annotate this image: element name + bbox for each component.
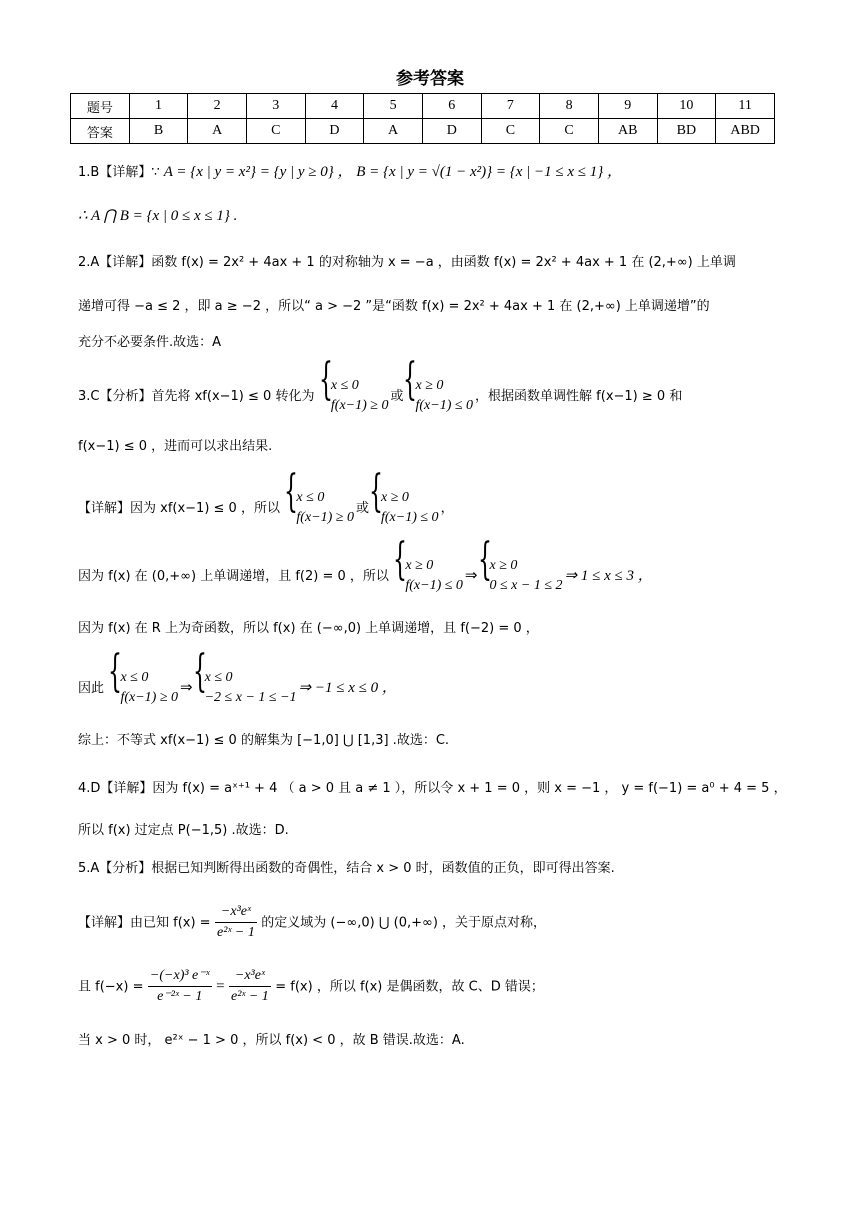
denominator: e⁻²ˣ − 1 xyxy=(157,989,203,1004)
system-brace xyxy=(195,668,297,708)
q5-detail-line-2 xyxy=(78,966,790,1007)
q3-detail-line-2 xyxy=(78,556,790,596)
system-brace xyxy=(321,376,389,416)
answer-table xyxy=(70,93,775,144)
q1-sets: A = {x | y = x²} = {y | y ≥ 0} ， B = {x | y = √(1 − x²)} = {x | −1 ≤ x ≤ 1} ， xyxy=(163,164,622,180)
table-cell: 4 xyxy=(305,94,364,119)
q5-analysis xyxy=(78,858,790,879)
table-cell: AB xyxy=(598,119,657,144)
text: { x ≥ 0 xyxy=(405,558,434,573)
text: { x ≤ 0 xyxy=(120,670,149,685)
text: ，根据函数单调性解 f(x−1) ≥ 0 和 xyxy=(475,389,683,404)
table-cell: A xyxy=(364,119,423,144)
text: ， xyxy=(440,501,454,516)
text: f(x−1) ≥ 0 xyxy=(296,510,354,525)
text: 0 ≤ x − 1 ≤ 2 xyxy=(489,578,563,593)
text: 递增可得 −a ≤ 2 ，即 a ≥ −2 ，所以“ a > −2 ”是“函数 f(x) = 2x² + 4ax + 1 在 (2,+∞) 上单调递增”的 xyxy=(78,299,710,314)
q3-analysis-line-2 xyxy=(78,436,790,457)
text: f(x−1) ≤ 0 xyxy=(381,510,439,525)
text: ⇒ 1 ≤ x ≤ 3 ， xyxy=(564,568,653,584)
text: { x ≤ 0 xyxy=(330,378,359,393)
text: f(x−1) ≤ 0 xyxy=(415,398,474,413)
q2-line-1 xyxy=(78,252,790,273)
denominator: e²ˣ − 1 xyxy=(217,925,255,940)
text: 【详解】因为 xf(x−1) ≤ 0 ，所以 xyxy=(78,501,280,516)
table-cell: 6 xyxy=(422,94,481,119)
q3-conclusion xyxy=(78,730,790,751)
text: 4.D【详解】因为 f(x) = aˣ⁺¹ + 4 （ a > 0 且 a ≠ 1 ），所以令 x + 1 = 0 ，则 x = −1 ， y = f(−1) = a⁰ + 4 = 5 ， xyxy=(78,781,787,796)
text: { x ≤ 0 xyxy=(296,490,325,505)
q5-detail-line-1 xyxy=(78,902,790,943)
text: ⇒ xyxy=(464,568,478,584)
text: 的定义域为 (−∞,0) ⋃ (0,+∞) ，关于原点对称， xyxy=(261,915,547,931)
table-cell: A xyxy=(188,119,247,144)
table-row-numbers xyxy=(71,94,775,119)
text: 【详解】由已知 f(x) = xyxy=(78,915,211,931)
q2-line-3 xyxy=(78,332,790,353)
table-cell: 3 xyxy=(246,94,305,119)
text: 5.A【分析】根据已知判断得出函数的奇偶性，结合 x > 0 时，函数值的正负，即可得出答案. xyxy=(78,861,615,876)
q1-line-2 xyxy=(78,206,790,226)
denominator: e²ˣ − 1 xyxy=(230,989,269,1004)
text: { x ≥ 0 xyxy=(381,490,409,505)
table-cell: C xyxy=(246,119,305,144)
table-cell: 11 xyxy=(716,94,775,119)
text: 所以 f(x) 过定点 P(−1,5) .故选：D. xyxy=(78,823,289,838)
table-cell: 5 xyxy=(364,94,423,119)
text: 因为 f(x) 在 (0,+∞) 上单调递增，且 f(2) = 0 ，所以 xyxy=(78,569,389,584)
text: f(x−1) ≥ 0 xyxy=(330,398,389,413)
text: 或 xyxy=(390,389,404,404)
text: { x ≥ 0 xyxy=(415,378,444,393)
text: 3.C【分析】首先将 xf(x−1) ≤ 0 转化为 xyxy=(78,389,315,404)
text: 综上：不等式 xf(x−1) ≤ 0 的解集为 [−1,0] ⋃ [1,3] .故选：C. xyxy=(78,733,450,748)
table-cell: 9 xyxy=(598,94,657,119)
table-cell: 7 xyxy=(481,94,540,119)
table-cell: D xyxy=(305,119,364,144)
fraction xyxy=(215,902,257,943)
text: 当 x > 0 时， e²ˣ − 1 > 0 ，所以 f(x) < 0 ，故 B 错误.故选：A. xyxy=(78,1033,465,1048)
table-cell: 2 xyxy=(188,94,247,119)
q3-analysis-line xyxy=(78,376,790,416)
table-cell: ABD xyxy=(716,119,775,144)
text: 因为 f(x) 在 R 上为奇函数，所以 f(x) 在 (−∞,0) 上单调递增，且 f(−2) = 0 ， xyxy=(78,621,539,636)
table-cell: 10 xyxy=(657,94,716,119)
row-label: 答案 xyxy=(71,119,130,144)
text: ⇒ −1 ≤ x ≤ 0 ， xyxy=(298,680,397,696)
q3-detail-line-1 xyxy=(78,488,790,528)
fraction xyxy=(148,966,212,1007)
text: 因此 xyxy=(78,681,105,696)
system-brace xyxy=(405,376,473,416)
system-brace xyxy=(395,556,463,596)
numerator: −x³eˣ xyxy=(215,902,257,923)
table-cell: BD xyxy=(657,119,716,144)
table-row-answers xyxy=(71,119,775,144)
q3-detail-line-3 xyxy=(78,618,790,639)
q1-label: 1.B【详解】∵ xyxy=(78,165,164,180)
table-cell: D xyxy=(422,119,481,144)
text: = xyxy=(216,978,225,995)
text: −2 ≤ x − 1 ≤ −1 xyxy=(204,690,297,705)
system-brace xyxy=(286,488,354,528)
q4-line-2 xyxy=(78,820,790,841)
system-brace xyxy=(480,556,563,596)
system-brace xyxy=(110,668,178,708)
system-brace xyxy=(371,488,439,528)
fraction xyxy=(229,966,271,1007)
text: f(x−1) ≤ 0 ，进而可以求出结果. xyxy=(78,439,273,454)
text: 2.A【详解】函数 f(x) = 2x² + 4ax + 1 的对称轴为 x = −a ，由函数 f(x) = 2x² + 4ax + 1 在 (2,+∞) 上单调 xyxy=(78,255,736,270)
table-cell: C xyxy=(481,119,540,144)
q5-detail-line-3 xyxy=(78,1030,790,1051)
page-title: 参考答案 xyxy=(396,69,464,89)
numerator: −x³eˣ xyxy=(229,966,271,987)
text: = f(x) ，所以 f(x) 是偶函数，故 C、D 错误； xyxy=(275,979,544,995)
table-cell: C xyxy=(540,119,599,144)
q2-line-2 xyxy=(78,296,790,317)
q3-detail-line-4 xyxy=(78,668,790,708)
q1-intersection: ∴ A ⋂ B = {x | 0 ≤ x ≤ 1} . xyxy=(78,208,238,224)
numerator: −(−x)³ e⁻ˣ xyxy=(148,966,212,987)
table-cell: 8 xyxy=(540,94,599,119)
q1-line-1 xyxy=(78,162,790,183)
q4-line-1 xyxy=(78,778,790,799)
text: { x ≥ 0 xyxy=(489,558,518,573)
table-cell: 1 xyxy=(129,94,188,119)
text: 且 f(−x) = xyxy=(78,979,144,995)
row-label: 题号 xyxy=(71,94,130,119)
text: { x ≤ 0 xyxy=(204,670,233,685)
text: f(x−1) ≥ 0 xyxy=(120,690,179,705)
text: 充分不必要条件.故选：A xyxy=(78,335,222,350)
text: ⇒ xyxy=(180,680,193,696)
text: f(x−1) ≤ 0 xyxy=(405,578,463,593)
text: 或 xyxy=(355,501,369,516)
table-cell: B xyxy=(129,119,188,144)
